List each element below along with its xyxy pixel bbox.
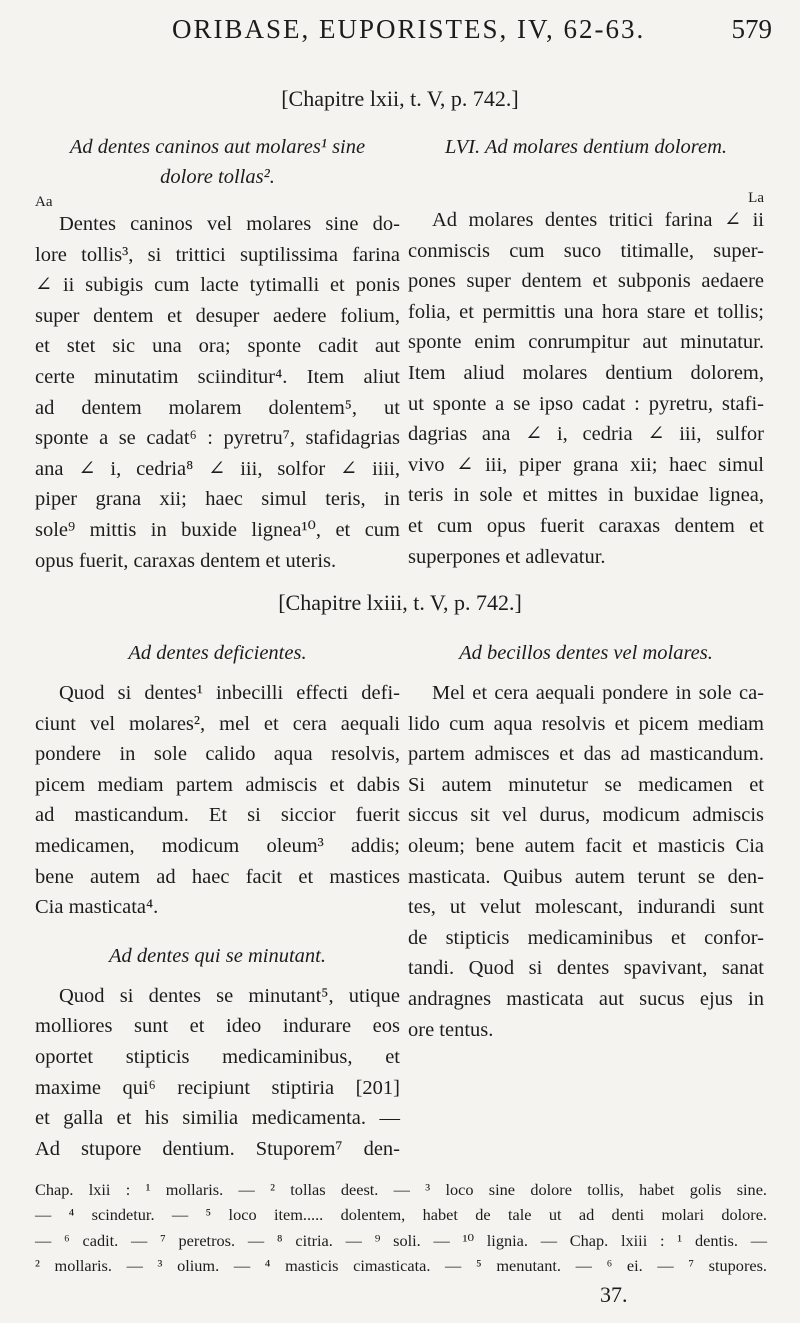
chapter-lxiii-left-subtitle-1: Ad dentes deficientes.: [128, 642, 307, 664]
chapter-lxii-left-column: [35, 132, 400, 576]
text-line: pondere in sole calido aqua resolvis,: [35, 743, 400, 766]
text-line: Mel et cera aequali pondere in sole ca-: [432, 682, 764, 704]
text-line: sponte a se cadat⁶ : pyretru⁷, stafidagrias: [35, 427, 400, 450]
chapter-lxii-left-subtitle-2: dolore tollas².: [160, 166, 275, 188]
text-line: folia, et permittis una hora stare et tollis;: [408, 300, 764, 323]
text-line: masticata. Quibus autem terunt se den-: [408, 865, 764, 888]
text-line: siccus sit vel durus, modicum admiscis: [408, 804, 764, 827]
text-line: picem mediam partem admiscis et dabis: [35, 773, 400, 796]
text-line: oportet stipticis medicaminibus, et: [35, 1045, 400, 1068]
chapter-lxiii-left-text-1: [35, 678, 400, 923]
chapter-lxiii-left-column: [35, 638, 400, 1164]
text-line: lido cum aqua resolvis et picem mediam: [408, 712, 764, 735]
text-line: pones super dentem et subponis aedaere: [408, 270, 764, 293]
text-line: et galla et his similia medicamenta. —: [35, 1107, 400, 1130]
text-line: andragnes masticata aut sucus ejus in: [408, 987, 764, 1010]
text-line: Cia masticata⁴.: [35, 896, 159, 919]
chapter-lxii-left-subtitle-1: Ad dentes caninos aut molares¹ sine: [69, 136, 366, 158]
text-line: vivo ∠ iii, piper grana xii; haec simul: [408, 453, 764, 476]
text-line: ciunt vel molares², mel et cera aequali: [35, 712, 400, 735]
running-head: [40, 14, 780, 54]
margin-mark-aa: Aa: [35, 194, 53, 210]
text-line: Quod si dentes¹ inbecilli effecti defi-: [59, 682, 400, 704]
chapter-lxii-left-text: [35, 209, 400, 576]
text-line: ana ∠ i, cedria⁸ ∠ iii, solfor ∠ iiii,: [35, 457, 400, 480]
chapter-lxiii-right-text: [408, 678, 764, 1045]
text-line: Ad stupore dentium. Stuporem⁷ den-: [35, 1137, 400, 1160]
text-line: conmiscis cum suco titimalle, super-: [408, 239, 764, 262]
text-line: tes, ut velut molescant, indurandi sunt: [408, 896, 764, 919]
text-line: molliores sunt et ideo indurare eos: [35, 1015, 400, 1038]
chapter-lxiii-right-subtitle: Ad becillos dentes vel molares.: [459, 642, 713, 664]
footnotes: [35, 1177, 767, 1279]
text-line: certe minutatim sciinditur⁴. Item aliut: [35, 365, 400, 388]
text-line: medicamen, modicum oleum³ addis;: [35, 834, 400, 857]
chapter-lxii-right-subtitle: LVI. Ad molares dentium dolorem.: [444, 136, 728, 158]
text-line: Si autem minutetur se medicamen et: [408, 773, 764, 796]
text-line: ad dentem molarem dolentem⁵, ut: [35, 396, 400, 419]
text-line: bene autem ad haec facit et mastices: [35, 865, 400, 888]
chapter-lxii-heading: [Chapitre lxii, t. V, p. 742.]: [281, 86, 519, 111]
chapter-lxiii-heading: [Chapitre lxiii, t. V, p. 742.]: [278, 590, 522, 615]
footnote-line: Chap. lxii : ¹ mollaris. — ² tollas deest. — ³ loco sine dolore tollis, habet golis sine.: [35, 1180, 767, 1199]
chapter-lxiii-right-column: [408, 638, 764, 1045]
text-line: ut sponte a se ipso cadat : pyretru, stafi-: [408, 392, 764, 415]
margin-mark-la: La: [748, 190, 764, 206]
text-line: opus fuerit, caraxas dentem et uteris.: [35, 549, 337, 572]
text-line: lore tollis³, si trittici suptilissima farina: [35, 243, 400, 266]
chapter-lxiii-left-subtitle-2: Ad dentes qui se minutant.: [109, 944, 326, 967]
text-line: oleum; bene autem facit et masticis Cia: [408, 834, 764, 857]
text-line: teris in sole et mittes in buxidae lignea,: [408, 484, 764, 507]
text-line: super dentem et desuper aedere folium,: [35, 304, 400, 327]
text-line: Ad molares dentes tritici farina ∠ ii: [432, 209, 764, 231]
footnote-line: ² mollaris. — ³ olium. — ⁴ masticis cimasticata. — ⁵ menutant. — ⁶ ei. — ⁷ stupores.: [35, 1256, 767, 1276]
text-line: et stet sic una ora; sponte cadit aut: [35, 335, 400, 358]
text-line: sponte enim conrumpitur aut minutatur.: [408, 331, 764, 354]
chapter-lxiii-left-text-2: [35, 981, 400, 1165]
text-line: ∠ ii subigis cum lacte tytimalli et ponis: [35, 274, 400, 297]
text-line: ad masticandum. Et si siccior fuerit: [35, 804, 400, 827]
text-line: Dentes caninos vel molares sine do-: [59, 213, 400, 235]
text-line: maxime qui⁶ recipiunt stiptiria [201]: [35, 1076, 400, 1099]
text-line: dagrias ana ∠ i, cedria ∠ iii, sulfor: [408, 423, 764, 446]
footnote-line: — ⁶ cadit. — ⁷ peretros. — ⁸ citria. — ⁹ soli. — ¹⁰ lignia. — Chap. lxiii : ¹ dentis. —: [35, 1230, 767, 1250]
running-title: ORIBASE, EUPORISTES, IV, 62-63.: [172, 14, 646, 44]
text-line: partem admisces et das ad masticandum.: [408, 743, 764, 766]
text-line: piper grana xii; haec simul teris, in: [35, 488, 400, 511]
text-line: tandi. Quod si dentes spavivant, sanat: [408, 957, 764, 980]
text-line: Item aliud molares dentium dolorem,: [408, 361, 764, 384]
text-line: et cum opus fuerit caraxas dentem et: [408, 514, 764, 537]
signature-mark: 37.: [600, 1282, 628, 1307]
page-number: 579: [731, 14, 772, 44]
text-line: de stipticis medicaminibus et confor-: [408, 926, 764, 949]
text-line: sole⁹ mittis in buxide lignea¹⁰, et cum: [35, 518, 400, 541]
text-line: ore tentus.: [408, 1018, 494, 1041]
footnote-line: — ⁴ scindetur. — ⁵ loco item..... dolentem, habet de tale ut ad denti molari dolore.: [35, 1205, 767, 1225]
chapter-lxii-right-column: [408, 132, 764, 572]
text-line: Quod si dentes se minutant⁵, utique: [59, 984, 400, 1007]
text-line: superpones et adlevatur.: [408, 545, 606, 568]
chapter-lxii-right-text: [408, 205, 764, 572]
